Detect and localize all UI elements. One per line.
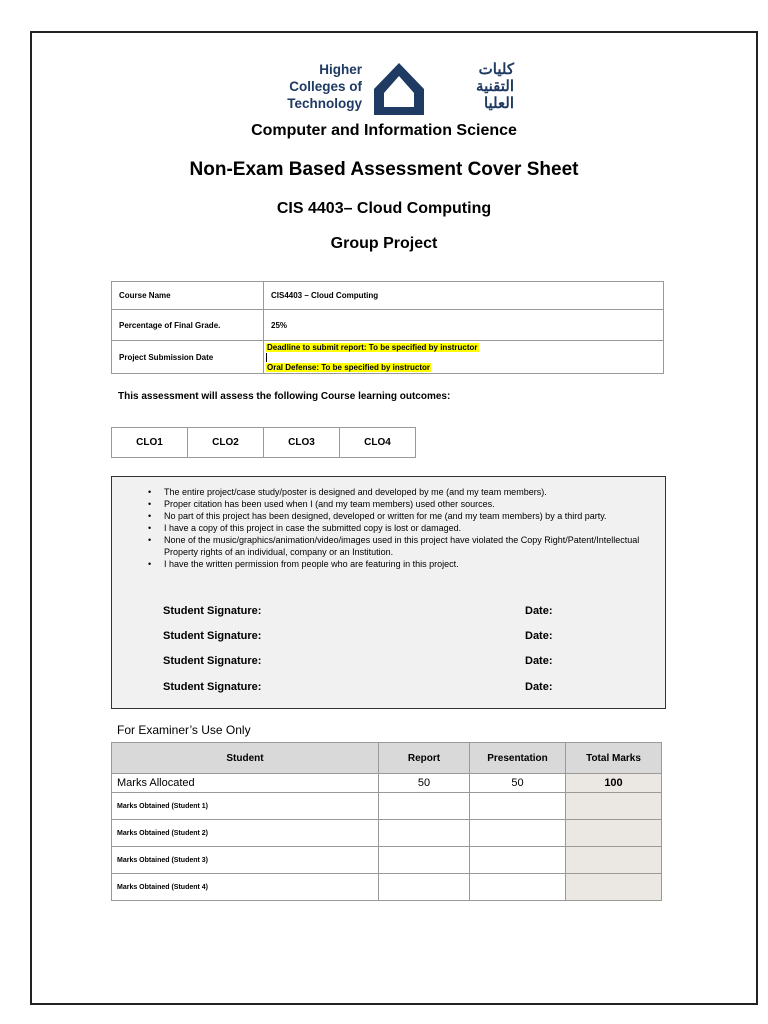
clo-cell: CLO4 — [340, 428, 416, 458]
logo-arabic-text: كليات التقنية العليا — [476, 61, 514, 112]
total-cell — [566, 874, 662, 901]
report-input-cell[interactable] — [379, 874, 470, 901]
total-cell — [566, 793, 662, 820]
declaration-item: • I have the written permission from people who are featuring in this project. — [148, 558, 653, 570]
declaration-box — [111, 476, 666, 709]
course-info-table — [111, 281, 664, 374]
report-input-cell[interactable] — [379, 793, 470, 820]
column-header: Total Marks — [566, 743, 662, 774]
logo-english-text: Higher Colleges of Technology — [287, 62, 362, 111]
column-header: Student — [112, 743, 379, 774]
student-signature-label: Student Signature: — [163, 681, 262, 693]
total-cell — [566, 820, 662, 847]
student-signature-label: Student Signature: — [163, 605, 262, 617]
report-marks: 50 — [379, 774, 470, 793]
oral-defense-text: Oral Defense: To be specified by instructor — [267, 362, 430, 372]
date-label: Date: — [525, 630, 553, 642]
column-header: Report — [379, 743, 470, 774]
examiner-use-label: For Examiner’s Use Only — [117, 723, 251, 737]
row-label: Marks Obtained (Student 3) — [112, 847, 379, 874]
clo-cell: CLO2 — [188, 428, 264, 458]
date-label: Date: — [525, 655, 553, 667]
declaration-item: • The entire project/case study/poster is designed and developed by me (and my team members). — [148, 486, 653, 498]
assessment-type: Group Project — [330, 235, 438, 252]
student-signature-label: Student Signature: — [163, 630, 262, 642]
declaration-item: • No part of this project has been designed, developed or written for me (and my team members) by a third party. — [148, 510, 653, 522]
declaration-item: • I have a copy of this project in case the submitted copy is lost or damaged. — [148, 522, 653, 534]
info-row — [112, 310, 664, 341]
clo-cell: CLO3 — [264, 428, 340, 458]
outcomes-intro: This assessment will assess the following Course learning outcomes: — [118, 391, 451, 402]
arch-logo-icon — [370, 59, 428, 115]
presentation-input-cell[interactable] — [470, 820, 566, 847]
date-label: Date: — [525, 605, 553, 617]
table-row — [112, 793, 662, 820]
document-title: Non-Exam Based Assessment Cover Sheet — [189, 159, 579, 180]
marks-table — [111, 742, 662, 901]
department-title: Computer and Information Science — [251, 122, 517, 139]
total-cell — [566, 847, 662, 874]
info-row — [112, 282, 664, 310]
presentation-input-cell[interactable] — [470, 847, 566, 874]
column-header: Presentation — [470, 743, 566, 774]
deadline-text: Deadline to submit report: To be specified by instructor — [267, 342, 478, 352]
declaration-item: • None of the music/graphics/animation/video/images used in this project have violated the Copy Right/Patent/Intellectual Property rights of an individual, company or an Institution. — [148, 534, 653, 558]
declaration-list — [148, 486, 653, 570]
report-input-cell[interactable] — [379, 847, 470, 874]
info-label: Course Name — [112, 282, 264, 310]
marks-allocated-row — [112, 774, 662, 793]
row-label: Marks Obtained (Student 1) — [112, 793, 379, 820]
declaration-item: • Proper citation has been used when I (and my team members) used other sources. — [148, 498, 653, 510]
info-label: Percentage of Final Grade. — [112, 310, 264, 341]
info-row — [112, 341, 664, 374]
presentation-input-cell[interactable] — [470, 793, 566, 820]
table-row — [112, 847, 662, 874]
submission-dates — [264, 341, 664, 374]
clo-cell: CLO1 — [112, 428, 188, 458]
hct-logo — [276, 59, 516, 115]
row-label: Marks Obtained (Student 4) — [112, 874, 379, 901]
info-value: 25% — [264, 310, 664, 341]
marks-header-row — [112, 743, 662, 774]
row-label: Marks Allocated — [112, 774, 379, 793]
info-label: Project Submission Date — [112, 341, 264, 374]
table-row — [112, 820, 662, 847]
course-title: CIS 4403– Cloud Computing — [276, 200, 492, 217]
clo-table — [111, 427, 416, 458]
row-label: Marks Obtained (Student 2) — [112, 820, 379, 847]
date-label: Date: — [525, 681, 553, 693]
total-marks: 100 — [566, 774, 662, 793]
presentation-marks: 50 — [470, 774, 566, 793]
table-row — [112, 874, 662, 901]
presentation-input-cell[interactable] — [470, 874, 566, 901]
report-input-cell[interactable] — [379, 820, 470, 847]
info-value: CIS4403 – Cloud Computing — [264, 282, 664, 310]
student-signature-label: Student Signature: — [163, 655, 262, 667]
